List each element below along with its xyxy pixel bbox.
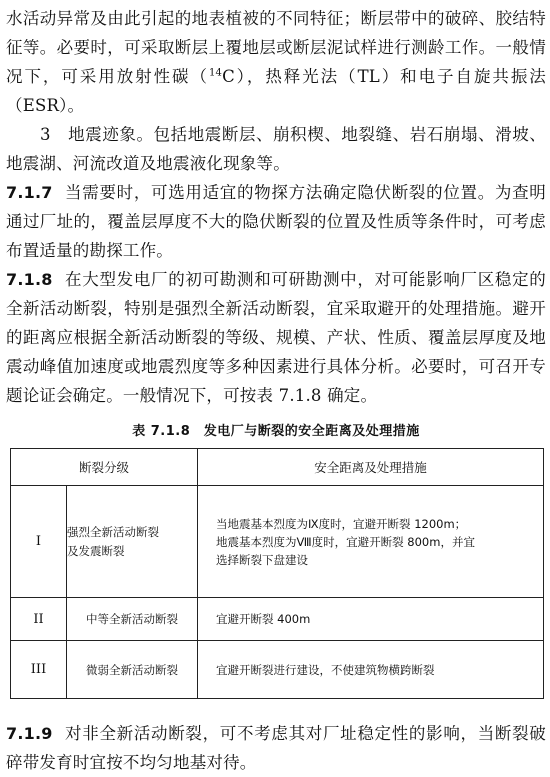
paragraph-text-end: C），热释光法（TL）和电子自旋共振法（ESR）。 <box>6 67 546 115</box>
safety-distance-table <box>10 448 544 699</box>
section-7-1-7 <box>6 178 546 265</box>
section-number: 7.1.9 <box>6 724 53 743</box>
measure-line: 地震基本烈度为Ⅷ度时，宜避开断裂 800m，并宜 <box>216 534 475 549</box>
section-text: 在大型发电厂的初可勘测和可研勘测中，对可能影响厂区稳定的全新活动断裂，特别是强烈全新活动断裂，宜采取避开的处理措施。避开的距离应根据全新活动断裂的等级、规模、产状、性质、覆盖层厚度及地震动峰值加速度或地震烈度等多种因素进行具体分析。必要时，可召开专题论证会确定。一般情况下，可按表 7.1.8 确定。 <box>6 270 546 405</box>
measure-line: 当地震基本烈度为Ⅸ度时，宜避开断裂 1200m； <box>216 516 467 531</box>
section-number: 7.1.8 <box>6 270 53 289</box>
paragraph-seismic-signs: 3 地震迹象。包括地震断层、崩积楔、地裂缝、岩石崩塌、滑坡、地震湖、河流改道及地震液化现象等。 <box>6 125 546 173</box>
table-caption: 表 7.1.8 发电厂与断裂的安全距离及处理措施 <box>132 424 420 439</box>
document-page <box>6 4 546 777</box>
superscript-14: 14 <box>208 67 223 79</box>
measure-cell: 宜避开断裂进行建设，不使建筑物横跨断裂 <box>198 641 544 699</box>
section-text: 对非全新活动断裂，可不考虑其对厂址稳定性的影响，当断裂破碎带发育时宜按不均匀地基对待。 <box>6 724 546 772</box>
grade-line: 及发震断裂 <box>67 543 125 558</box>
table-row <box>11 641 544 699</box>
measure-line: 选择断裂下盘建设 <box>216 552 308 567</box>
table-header-row <box>11 449 544 486</box>
row-number: III <box>11 641 67 699</box>
paragraph-text: 水活动异常及由此引起的地表植被的不同特征；断层带中的破碎、胶结特征等。必要时，可采取断层上覆地层或断层泥试样进行测龄工作。一般情况下，可采用放射性碳（ <box>6 9 546 86</box>
grade-line: 强烈全新活动断裂 <box>67 524 159 539</box>
section-text: 当需要时，可选用适宜的物探方法确定隐伏断裂的位置。为查明通过厂址的，覆盖层厚度不大的隐伏断裂的位置及性质等条件时，可考虑布置适量的勘探工作。 <box>6 183 546 260</box>
grade-cell: 中等全新活动断裂 <box>67 598 198 641</box>
row-number: I <box>11 486 67 598</box>
grade-cell <box>67 486 198 598</box>
row-number: II <box>11 598 67 641</box>
table-row <box>11 486 544 598</box>
paragraph-dating-methods <box>6 4 546 120</box>
header-measure: 安全距离及处理措施 <box>198 449 544 486</box>
measure-cell <box>198 486 544 598</box>
grade-cell: 微弱全新活动断裂 <box>67 641 198 699</box>
section-7-1-8 <box>6 265 546 410</box>
section-7-1-9 <box>6 719 546 777</box>
measure-cell: 宜避开断裂 400m <box>198 598 544 641</box>
table-row <box>11 598 544 641</box>
header-grade: 断裂分级 <box>11 449 198 486</box>
section-number: 7.1.7 <box>6 183 53 202</box>
